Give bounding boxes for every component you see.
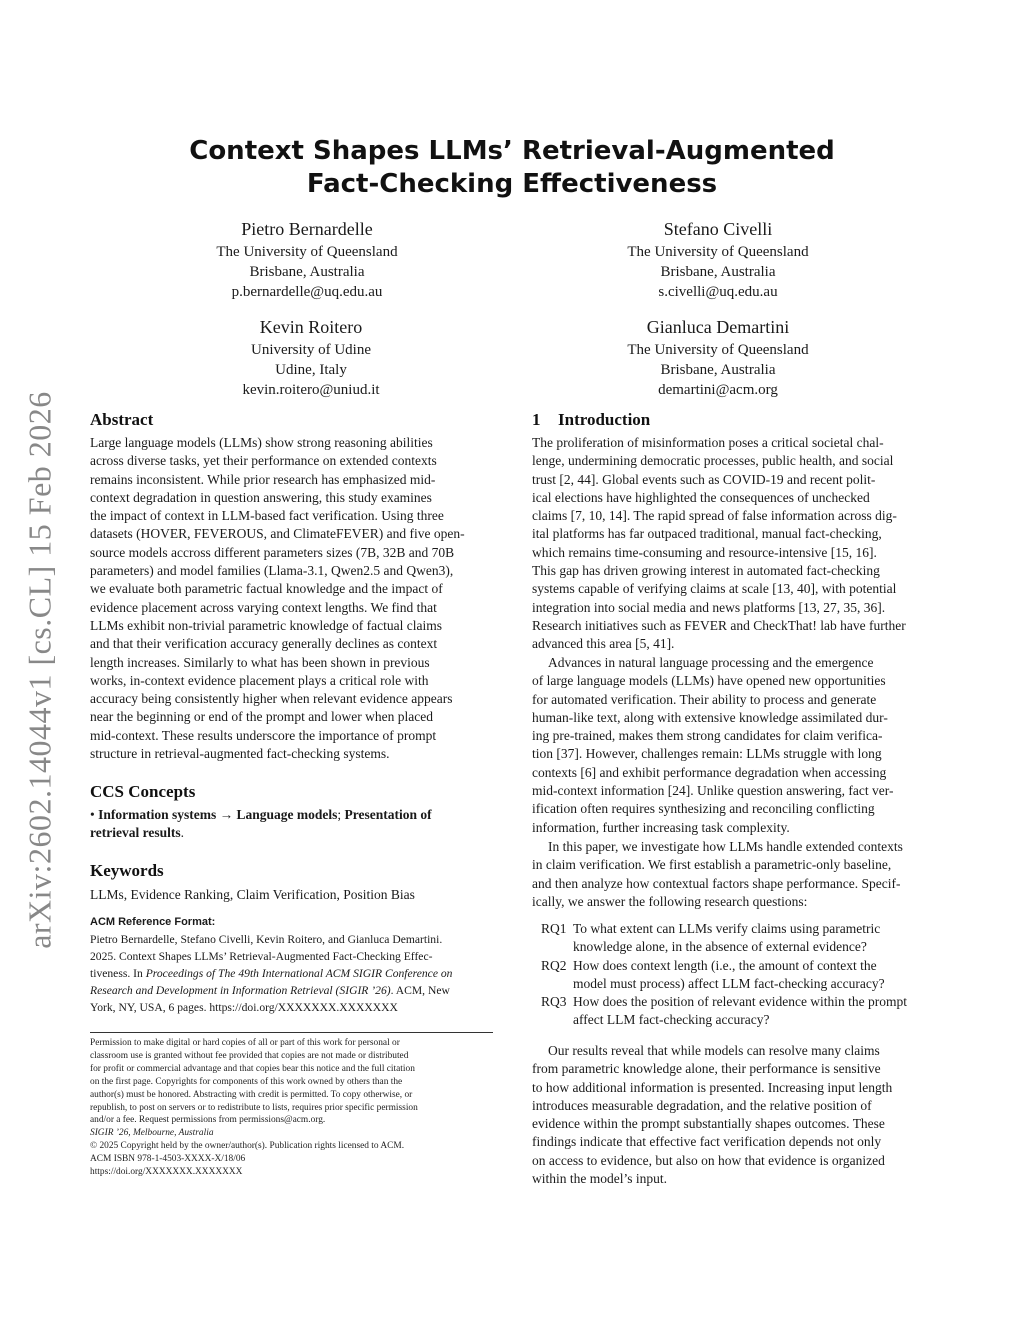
text-line: ital platforms has far outpaced traditional, manual fact-checking, bbox=[532, 526, 882, 542]
rq-text: To what extent can LLMs verify claims using parametric bbox=[573, 921, 881, 936]
abstract-heading: Abstract bbox=[90, 410, 154, 429]
rq-text: How does the position of relevant evidence within the prompt bbox=[573, 994, 908, 1010]
keywords-text: LLMs, Evidence Ranking, Claim Verification, Position Bias bbox=[90, 887, 415, 902]
ccs-separator: ; bbox=[337, 807, 342, 822]
ccs-term-language-models: Language models bbox=[236, 807, 338, 822]
author-email[interactable]: demartini@acm.org bbox=[658, 382, 778, 398]
author-email[interactable]: kevin.roitero@uniud.it bbox=[242, 382, 380, 398]
author-affiliation: The University of Queensland bbox=[216, 244, 398, 260]
rq-label: RQ3 bbox=[541, 994, 567, 1010]
text-line: ing pre-trained, makes them strong candidates for claim verifica- bbox=[532, 728, 883, 744]
ref-text: . ACM, New bbox=[390, 984, 450, 997]
text-line: mid-context information [24]. Unlike question answering, fact ver- bbox=[532, 783, 894, 799]
research-questions bbox=[538, 920, 940, 1030]
copyright-footnote bbox=[90, 1037, 494, 1179]
ccs-concepts bbox=[90, 806, 494, 843]
text-line: advanced this area [5, 41]. bbox=[532, 636, 675, 652]
footnote-rule bbox=[90, 1032, 493, 1033]
text-line: evidence placement across varying context lengths. We find that bbox=[90, 599, 437, 615]
intro-paragraph-3 bbox=[532, 838, 936, 911]
arxiv-stamp bbox=[18, 380, 62, 960]
text-line: to how additional information is presented. Increasing input length bbox=[532, 1079, 893, 1095]
text-line: for automated verification. Their ability to process and generate bbox=[532, 691, 877, 707]
author-block-2 bbox=[568, 217, 868, 302]
text-line: information, further increasing task complexity. bbox=[532, 819, 790, 835]
arxiv-identifier[interactable]: arXiv:2602.14044v1 [cs.CL] 15 Feb 2026 bbox=[21, 391, 58, 949]
paper-title bbox=[150, 135, 874, 201]
text-line: contexts [6] and exhibit performance degradation when accessing bbox=[532, 764, 887, 780]
text-line: Large language models (LLMs) show strong reasoning abilities bbox=[90, 435, 433, 450]
author-affiliation: The University of Queensland bbox=[627, 342, 809, 358]
text-line: tion [37]. However, challenges remain: LLMs struggle with long bbox=[532, 746, 882, 762]
text-line: ical elections have highlighted the consequences of unchecked bbox=[532, 489, 870, 505]
text-line: the impact of context in LLM-based fact verification. Using three bbox=[90, 508, 444, 524]
text-line: source models accross different parameters sizes (7B, 32B and 70B bbox=[90, 544, 455, 560]
text-line: from parametric knowledge alone, their performance is sensitive bbox=[532, 1061, 881, 1077]
text-line: accuracy being consistently higher when relevant evidence appears bbox=[90, 691, 453, 707]
venue-line: SIGIR ’26, Melbourne, Australia bbox=[90, 1128, 214, 1139]
text-line: LLMs exhibit non-trivial parametric knowledge of factual claims bbox=[90, 617, 443, 633]
author-email[interactable]: p.bernardelle@uq.edu.au bbox=[231, 284, 383, 300]
rq-text: affect LLM fact-checking accuracy? bbox=[573, 1012, 770, 1028]
text-line: claims [7, 10, 14]. The rapid spread of false information across dig- bbox=[532, 508, 897, 524]
ref-line bbox=[90, 965, 494, 982]
ref-conference-italic: Research and Development in Information Retrieval (SIGIR ’26) bbox=[90, 984, 391, 997]
text-line: context degradation in question answering, this study examines bbox=[90, 489, 432, 505]
intro-paragraph-4 bbox=[532, 1042, 936, 1188]
text-line: on access to evidence, but also on how that evidence is organized bbox=[532, 1152, 885, 1168]
author-block-1 bbox=[157, 217, 457, 302]
ref-line bbox=[90, 982, 494, 999]
author-name: Gianluca Demartini bbox=[646, 317, 790, 337]
ccs-term-information-systems: Information systems bbox=[98, 807, 217, 822]
text-line: In this paper, we investigate how LLMs handle extended contexts bbox=[548, 839, 903, 854]
text-line: of large language models (LLMs) have opened new opportunities bbox=[532, 673, 886, 689]
footnote-line: and/or a fee. Request permissions from permissions@acm.org. bbox=[90, 1115, 326, 1126]
text-line: Advances in natural language processing and the emergence bbox=[548, 655, 874, 670]
text-line: systems capable of verifying claims at scale [13, 40], with potential bbox=[532, 581, 897, 597]
text-line: length increases. Similarly to what has been shown in previous bbox=[90, 654, 430, 670]
rq-item bbox=[538, 993, 940, 1030]
author-name: Stefano Civelli bbox=[663, 219, 773, 239]
footnote-line: for profit or commercial advantage and that copies bear this notice and the full citation bbox=[90, 1063, 415, 1074]
text-line: structure in retrieval-augmented fact-checking systems. bbox=[90, 746, 390, 762]
text-line: trust [2, 44]. Global events such as COVID-19 and recent polit- bbox=[532, 471, 876, 487]
section-title: Introduction bbox=[558, 410, 651, 429]
rq-text: knowledge alone, in the absence of external evidence? bbox=[573, 939, 867, 955]
ref-proceedings-italic: Proceedings of The 49th International ACM SIGIR Conference on bbox=[145, 967, 453, 980]
keywords-heading: Keywords bbox=[90, 861, 164, 880]
footnote-line: classroom use is granted without fee provided that copies are not made or distributed bbox=[90, 1050, 409, 1061]
footnote-line: republish, to post on servers or to redistribute to lists, requires prior specific permission bbox=[90, 1102, 418, 1113]
doi-link[interactable]: https://doi.org/XXXXXXX.XXXXXXX bbox=[90, 1167, 243, 1178]
author-name: Pietro Bernardelle bbox=[241, 219, 373, 239]
author-location: Brisbane, Australia bbox=[660, 362, 776, 378]
author-affiliation: University of Udine bbox=[251, 342, 371, 358]
author-name: Kevin Roitero bbox=[259, 317, 363, 337]
footnote-line: on the first page. Copyrights for components of this work owned by others than the bbox=[90, 1076, 403, 1087]
text-line: lenge, undermining democratic processes, public health, and social bbox=[532, 453, 894, 469]
acm-reference-heading: ACM Reference Format: bbox=[90, 916, 216, 928]
intro-paragraph-2 bbox=[532, 654, 936, 837]
permission-notice bbox=[90, 1037, 494, 1127]
abstract-body bbox=[90, 434, 494, 763]
rq-label: RQ1 bbox=[541, 921, 567, 936]
ref-line: Pietro Bernardelle, Stefano Civelli, Kevin Roitero, and Gianluca Demartini. bbox=[90, 933, 443, 946]
text-line: Our results reveal that while models can resolve many claims bbox=[548, 1043, 880, 1058]
introduction-heading bbox=[532, 409, 650, 431]
rq-label: RQ2 bbox=[541, 957, 567, 973]
ref-text: tiveness. In bbox=[90, 967, 146, 980]
ccs-term-presentation-b: retrieval results bbox=[90, 825, 181, 841]
author-block-4 bbox=[568, 315, 868, 400]
text-line: introduces measurable degradation, and the relative position of bbox=[532, 1097, 872, 1113]
text-line: remains inconsistent. While prior research has emphasized mid- bbox=[90, 471, 436, 487]
text-line: and then analyze how contextual factors shape performance. Specif- bbox=[532, 875, 901, 891]
text-line: which remains time-consuming and resource-intensive [15, 16]. bbox=[532, 544, 877, 560]
acm-reference-body bbox=[90, 931, 494, 1016]
author-affiliation: The University of Queensland bbox=[627, 244, 809, 260]
text-line: ically, we answer the following research questions: bbox=[532, 893, 808, 909]
ccs-bullet: • bbox=[90, 807, 95, 822]
author-location: Brisbane, Australia bbox=[249, 264, 365, 280]
text-line: mid-context. These results underscore the importance of prompt bbox=[90, 727, 437, 743]
text-line: ification often requires synthesizing and reconciling conflicting bbox=[532, 801, 875, 817]
author-location: Brisbane, Australia bbox=[660, 264, 776, 280]
isbn-line: ACM ISBN 978-1-4503-XXXX-X/18/06 bbox=[90, 1154, 246, 1165]
text-line: Research initiatives such as FEVER and CheckThat! lab have further bbox=[532, 617, 906, 633]
author-email[interactable]: s.civelli@uq.edu.au bbox=[658, 284, 778, 300]
text-line: within the model’s input. bbox=[532, 1171, 667, 1187]
footnote-line: author(s) must be honored. Abstracting with credit is permitted. To copy otherwise, or bbox=[90, 1089, 413, 1100]
title-line-2: Fact-Checking Effectiveness bbox=[306, 169, 718, 199]
text-line: integration into social media and news platforms [13, 27, 35, 36]. bbox=[532, 599, 886, 615]
rq-text: model must process) affect LLM fact-checking accuracy? bbox=[573, 975, 885, 991]
text-line: The proliferation of misinformation poses a critical societal chal- bbox=[532, 435, 884, 450]
text-line: near the beginning or end of the prompt and lower when placed bbox=[90, 709, 434, 725]
text-line: human-like text, along with extensive knowledge assimilated dur- bbox=[532, 709, 888, 725]
rq-item bbox=[538, 957, 940, 994]
ccs-heading: CCS Concepts bbox=[90, 782, 196, 801]
ccs-term-presentation-a: Presentation of bbox=[344, 807, 432, 822]
ccs-arrow: → bbox=[219, 807, 234, 822]
ref-line: York, NY, USA, 6 pages. https://doi.org/XXXXXXX.XXXXXXX bbox=[90, 1001, 398, 1014]
text-line: in claim verification. We first establish a parametric-only baseline, bbox=[532, 857, 892, 873]
title-line-1: Context Shapes LLMs’ Retrieval-Augmented bbox=[189, 136, 835, 166]
intro-paragraph-1 bbox=[532, 434, 936, 654]
author-location: Udine, Italy bbox=[275, 362, 347, 378]
section-number: 1 bbox=[532, 410, 541, 429]
copyright-line: © 2025 Copyright held by the owner/author(s). Publication rights licensed to ACM. bbox=[90, 1141, 405, 1152]
author-block-3 bbox=[161, 315, 461, 400]
text-line: we evaluate both parametric factual knowledge and the impact of bbox=[90, 581, 443, 597]
text-line: datasets (HOVER, FEVEROUS, and ClimateFEVER) and five open- bbox=[90, 526, 465, 542]
text-line: works, in-context evidence placement plays a critical role with bbox=[90, 672, 429, 688]
text-line: and that their verification accuracy generally declines as context bbox=[90, 636, 438, 652]
ccs-end: . bbox=[180, 825, 184, 841]
text-line: findings indicate that effective fact verification depends not only bbox=[532, 1134, 882, 1150]
text-line: evidence within the prompt substantially shapes outcomes. These bbox=[532, 1116, 885, 1132]
text-line: across diverse tasks, yet their performance on extended contexts bbox=[90, 453, 437, 469]
footnote-line: Permission to make digital or hard copies of all or part of this work for personal or bbox=[90, 1038, 400, 1048]
rq-text: How does context length (i.e., the amount of context the bbox=[573, 957, 877, 973]
ref-line: 2025. Context Shapes LLMs’ Retrieval-Augmented Fact-Checking Effec- bbox=[90, 950, 433, 963]
text-line: This gap has driven growing interest in automated fact-checking bbox=[532, 563, 880, 579]
rq-item bbox=[538, 920, 940, 957]
text-line: parameters) and model families (Llama-3.1, Qwen2.5 and Qwen3), bbox=[90, 563, 454, 579]
